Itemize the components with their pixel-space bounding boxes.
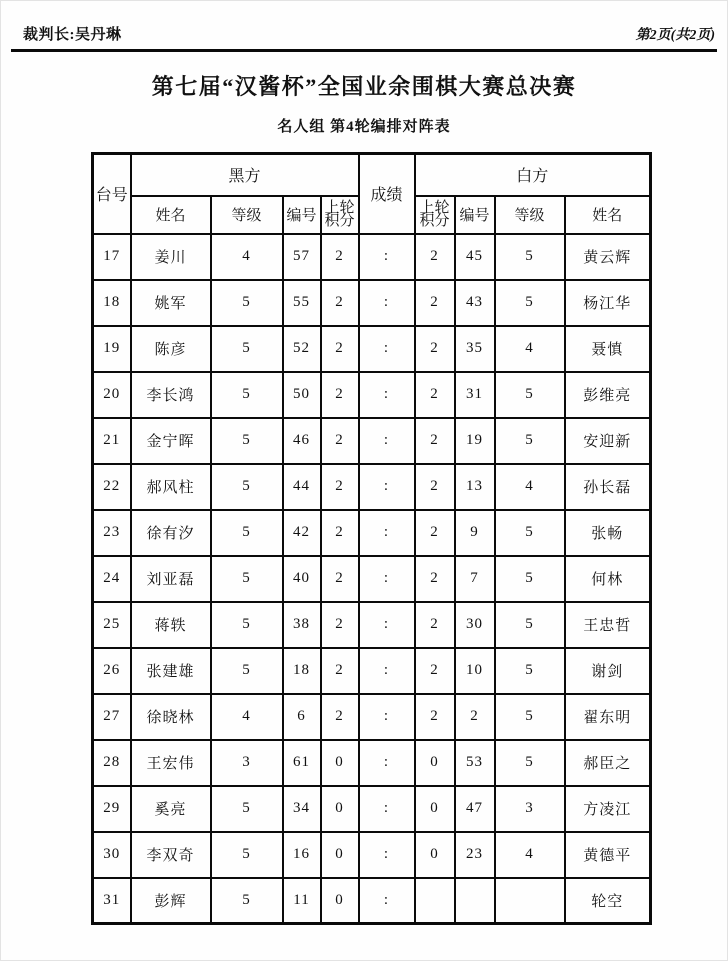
header-black-number: 编号 <box>283 196 321 234</box>
cell-table-no: 19 <box>93 326 131 372</box>
cell-white-name: 杨江华 <box>565 280 651 326</box>
cell-table-no: 18 <box>93 280 131 326</box>
cell-white-number: 10 <box>455 648 495 694</box>
cell-black-prev-score: 2 <box>321 556 359 602</box>
cell-black-grade: 5 <box>211 648 283 694</box>
cell-result: : <box>359 602 415 648</box>
cell-white-number: 2 <box>455 694 495 740</box>
header-white-number: 编号 <box>455 196 495 234</box>
cell-result: : <box>359 832 415 878</box>
cell-black-grade: 5 <box>211 510 283 556</box>
cell-white-name: 黄云辉 <box>565 234 651 280</box>
cell-table-no: 28 <box>93 740 131 786</box>
cell-black-number: 57 <box>283 234 321 280</box>
cell-black-number: 52 <box>283 326 321 372</box>
cell-white-number: 43 <box>455 280 495 326</box>
table-row <box>93 648 651 694</box>
table-row <box>93 280 651 326</box>
table-row <box>93 878 651 924</box>
cell-white-grade: 4 <box>495 832 565 878</box>
table-row <box>93 832 651 878</box>
cell-white-grade: 5 <box>495 694 565 740</box>
cell-result: : <box>359 372 415 418</box>
cell-black-prev-score: 0 <box>321 832 359 878</box>
prev-score-line1: 上轮 <box>324 199 355 216</box>
cell-white-prev-score: 2 <box>415 234 455 280</box>
cell-result: : <box>359 648 415 694</box>
cell-result: : <box>359 464 415 510</box>
cell-white-name: 彭维亮 <box>565 372 651 418</box>
cell-black-name: 徐晓林 <box>131 694 211 740</box>
cell-black-prev-score: 0 <box>321 740 359 786</box>
cell-black-grade: 3 <box>211 740 283 786</box>
cell-white-grade: 5 <box>495 280 565 326</box>
cell-black-prev-score: 0 <box>321 878 359 924</box>
cell-black-number: 44 <box>283 464 321 510</box>
cell-black-grade: 5 <box>211 878 283 924</box>
table-row <box>93 418 651 464</box>
cell-white-number: 31 <box>455 372 495 418</box>
cell-result: : <box>359 326 415 372</box>
cell-white-number: 35 <box>455 326 495 372</box>
cell-white-prev-score: 2 <box>415 694 455 740</box>
cell-white-prev-score: 2 <box>415 648 455 694</box>
cell-white-grade: 5 <box>495 510 565 556</box>
table-row <box>93 740 651 786</box>
cell-black-prev-score: 2 <box>321 694 359 740</box>
cell-result: : <box>359 234 415 280</box>
cell-white-grade: 5 <box>495 648 565 694</box>
cell-white-prev-score: 2 <box>415 510 455 556</box>
table-row <box>93 464 651 510</box>
cell-white-name: 谢剑 <box>565 648 651 694</box>
cell-white-name: 黄德平 <box>565 832 651 878</box>
cell-result: : <box>359 694 415 740</box>
prev-score-line2: 积分 <box>419 212 450 229</box>
cell-white-prev-score: 2 <box>415 280 455 326</box>
table-row <box>93 694 651 740</box>
cell-black-name: 彭辉 <box>131 878 211 924</box>
cell-white-name: 轮空 <box>565 878 651 924</box>
header-black-grade: 等级 <box>211 196 283 234</box>
cell-black-grade: 5 <box>211 602 283 648</box>
cell-white-number: 47 <box>455 786 495 832</box>
cell-white-prev-score: 2 <box>415 464 455 510</box>
table-row <box>93 326 651 372</box>
cell-white-prev-score <box>415 878 455 924</box>
header-white-group: 白方 <box>415 154 651 196</box>
cell-table-no: 20 <box>93 372 131 418</box>
cell-black-prev-score: 2 <box>321 234 359 280</box>
cell-white-grade: 5 <box>495 418 565 464</box>
cell-black-prev-score: 2 <box>321 510 359 556</box>
cell-black-prev-score: 2 <box>321 372 359 418</box>
cell-result: : <box>359 510 415 556</box>
cell-white-grade: 5 <box>495 234 565 280</box>
header-white-name: 姓名 <box>565 196 651 234</box>
cell-table-no: 24 <box>93 556 131 602</box>
cell-white-name: 张畅 <box>565 510 651 556</box>
cell-black-number: 50 <box>283 372 321 418</box>
cell-black-name: 郝风柱 <box>131 464 211 510</box>
cell-white-grade: 5 <box>495 372 565 418</box>
cell-result: : <box>359 740 415 786</box>
cell-white-grade: 5 <box>495 602 565 648</box>
cell-white-name: 王忠哲 <box>565 602 651 648</box>
header-black-name: 姓名 <box>131 196 211 234</box>
page-indicator: 第2页(共2页) <box>635 28 715 43</box>
cell-table-no: 30 <box>93 832 131 878</box>
header-result: 成绩 <box>359 154 415 234</box>
pairing-table <box>91 152 652 925</box>
table-row <box>93 556 651 602</box>
cell-black-name: 姚军 <box>131 280 211 326</box>
cell-table-no: 26 <box>93 648 131 694</box>
cell-black-prev-score: 2 <box>321 326 359 372</box>
table-body <box>93 234 651 924</box>
cell-result: : <box>359 280 415 326</box>
cell-white-prev-score: 2 <box>415 326 455 372</box>
cell-black-number: 34 <box>283 786 321 832</box>
cell-black-name: 姜川 <box>131 234 211 280</box>
cell-black-number: 18 <box>283 648 321 694</box>
cell-table-no: 25 <box>93 602 131 648</box>
cell-result: : <box>359 786 415 832</box>
header-black-prev-score <box>321 196 359 234</box>
cell-black-name: 王宏伟 <box>131 740 211 786</box>
cell-white-number: 9 <box>455 510 495 556</box>
cell-black-name: 李双奇 <box>131 832 211 878</box>
cell-white-number <box>455 878 495 924</box>
table-row <box>93 234 651 280</box>
cell-white-prev-score: 2 <box>415 418 455 464</box>
cell-white-name: 郝臣之 <box>565 740 651 786</box>
cell-table-no: 31 <box>93 878 131 924</box>
cell-black-number: 38 <box>283 602 321 648</box>
header-table-no: 台号 <box>93 154 131 234</box>
header-white-grade: 等级 <box>495 196 565 234</box>
cell-white-prev-score: 0 <box>415 832 455 878</box>
cell-white-number: 19 <box>455 418 495 464</box>
cell-black-name: 蒋轶 <box>131 602 211 648</box>
cell-white-grade: 4 <box>495 464 565 510</box>
cell-black-prev-score: 2 <box>321 464 359 510</box>
cell-black-grade: 5 <box>211 464 283 510</box>
cell-black-name: 陈彦 <box>131 326 211 372</box>
cell-black-name: 张建雄 <box>131 648 211 694</box>
header-row-groups <box>93 154 651 196</box>
cell-table-no: 23 <box>93 510 131 556</box>
cell-white-number: 45 <box>455 234 495 280</box>
cell-black-grade: 5 <box>211 418 283 464</box>
table-row <box>93 510 651 556</box>
cell-table-no: 29 <box>93 786 131 832</box>
prev-score-line2: 积分 <box>324 212 355 229</box>
header-rule <box>11 49 717 52</box>
header-black-group: 黑方 <box>131 154 359 196</box>
header-white-prev-score <box>415 196 455 234</box>
cell-result: : <box>359 556 415 602</box>
page-subtitle: 名人组 第4轮编排对阵表 <box>277 119 451 135</box>
cell-white-prev-score: 2 <box>415 372 455 418</box>
cell-black-number: 46 <box>283 418 321 464</box>
cell-white-name: 聂慎 <box>565 326 651 372</box>
cell-black-number: 16 <box>283 832 321 878</box>
cell-black-prev-score: 0 <box>321 786 359 832</box>
cell-black-number: 55 <box>283 280 321 326</box>
cell-black-name: 李长鸿 <box>131 372 211 418</box>
cell-black-number: 40 <box>283 556 321 602</box>
table-row <box>93 786 651 832</box>
cell-white-grade: 4 <box>495 326 565 372</box>
cell-black-name: 刘亚磊 <box>131 556 211 602</box>
cell-white-grade <box>495 878 565 924</box>
table-row <box>93 372 651 418</box>
cell-result: : <box>359 878 415 924</box>
cell-white-name: 安迎新 <box>565 418 651 464</box>
cell-black-grade: 5 <box>211 786 283 832</box>
cell-black-number: 6 <box>283 694 321 740</box>
cell-result: : <box>359 418 415 464</box>
cell-black-name: 奚亮 <box>131 786 211 832</box>
cell-black-grade: 5 <box>211 280 283 326</box>
cell-black-prev-score: 2 <box>321 602 359 648</box>
cell-black-prev-score: 2 <box>321 280 359 326</box>
cell-black-grade: 5 <box>211 326 283 372</box>
table-head <box>93 154 651 234</box>
cell-black-grade: 4 <box>211 694 283 740</box>
cell-white-prev-score: 0 <box>415 740 455 786</box>
table-row <box>93 602 651 648</box>
cell-black-name: 徐有汐 <box>131 510 211 556</box>
cell-white-grade: 5 <box>495 556 565 602</box>
cell-black-number: 61 <box>283 740 321 786</box>
cell-white-grade: 5 <box>495 740 565 786</box>
cell-black-name: 金宁晖 <box>131 418 211 464</box>
cell-table-no: 17 <box>93 234 131 280</box>
cell-black-grade: 4 <box>211 234 283 280</box>
prev-score-line1: 上轮 <box>419 199 450 216</box>
cell-black-grade: 5 <box>211 832 283 878</box>
cell-black-grade: 5 <box>211 556 283 602</box>
cell-white-number: 53 <box>455 740 495 786</box>
cell-white-prev-score: 0 <box>415 786 455 832</box>
page-header <box>1 1 727 44</box>
cell-white-grade: 3 <box>495 786 565 832</box>
cell-white-name: 孙长磊 <box>565 464 651 510</box>
cell-black-grade: 5 <box>211 372 283 418</box>
cell-table-no: 22 <box>93 464 131 510</box>
cell-white-number: 13 <box>455 464 495 510</box>
cell-white-name: 方凌江 <box>565 786 651 832</box>
cell-black-prev-score: 2 <box>321 418 359 464</box>
cell-white-name: 何林 <box>565 556 651 602</box>
cell-white-number: 23 <box>455 832 495 878</box>
cell-white-name: 翟东明 <box>565 694 651 740</box>
page-title: 第七届“汉酱杯”全国业余围棋大赛总决赛 <box>151 74 577 99</box>
cell-white-prev-score: 2 <box>415 556 455 602</box>
cell-black-prev-score: 2 <box>321 648 359 694</box>
cell-black-number: 11 <box>283 878 321 924</box>
cell-table-no: 27 <box>93 694 131 740</box>
cell-table-no: 21 <box>93 418 131 464</box>
cell-white-number: 7 <box>455 556 495 602</box>
referee-label: 裁判长:吴丹琳 <box>23 27 122 43</box>
cell-black-number: 42 <box>283 510 321 556</box>
cell-white-number: 30 <box>455 602 495 648</box>
cell-white-prev-score: 2 <box>415 602 455 648</box>
